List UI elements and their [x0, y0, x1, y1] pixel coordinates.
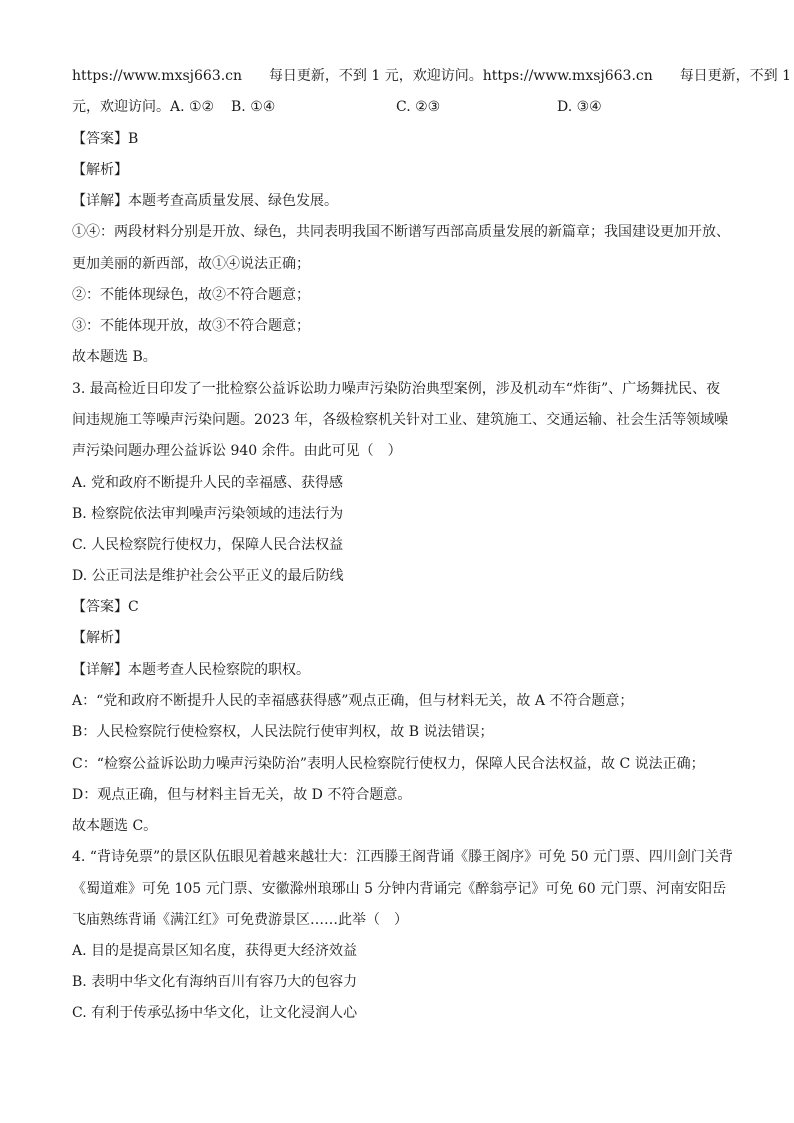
q4-stem-1: 4. “背诗免票”的景区队伍眼见着越来越壮大：江西滕王阁背诵《滕王阁序》可免 50 元门票、四川剑门关背: [72, 849, 733, 865]
source-notice: 每日更新，不到 1 元，欢迎访问。https://www.mxsj663.cn: [268, 68, 653, 84]
q3-stem-1: 3. 最高检近日印发了一批检察公益诉讼助力噪声污染防治典型案例，涉及机动车“炸街”、广场舞扰民、夜: [72, 381, 721, 397]
header-line-2: [72, 97, 214, 117]
option-d-prev: D. ③④: [557, 99, 602, 115]
option-a-prev: 元，欢迎访问。A. ①②: [72, 99, 215, 115]
q3-detail: 【详解】本题考查人民检察院的职权。: [72, 662, 310, 678]
q2-point-2: ②：不能体现绿色，故②不符合题意；: [72, 287, 310, 303]
q3-option-b: B. 检察院依法审判噪声污染领域的违法行为: [72, 506, 344, 522]
q3-analysis: 【解析】: [72, 630, 128, 646]
source-url: https://www.mxsj663.cn: [72, 68, 243, 84]
option-b-prev: B. ①④: [231, 99, 276, 115]
header-line-1: [72, 66, 791, 86]
q3-option-c: C. 人民检察院行使权力，保障人民合法权益: [72, 537, 344, 553]
q3-stem-3: 声污染问题办理公益诉讼 940 余件。由此可见（ ）: [72, 443, 402, 459]
source-notice-2: 每日更新，不到 1: [679, 68, 792, 84]
q2-point-1a: ①④：两段材料分别是开放、绿色，共同表明我国不断谱写西部高质量发展的新篇章；我国建设更加开放、: [72, 224, 730, 240]
q4-option-b: B. 表明中华文化有海纳百川有容乃大的包容力: [72, 974, 358, 990]
q2-detail: 【详解】本题考查高质量发展、绿色发展。: [72, 193, 338, 209]
q3-conclusion: 故本题选 C。: [72, 818, 158, 834]
q2-point-1b: 更加美丽的新西部，故①④说法正确；: [72, 256, 310, 272]
q3-stem-2: 间违规施工等噪声污染问题。2023 年，各级检察机关针对工业、建筑施工、交通运输、社会生活等领域噪: [72, 412, 729, 428]
q2-point-3: ③：不能体现开放，故③不符合题意；: [72, 318, 310, 334]
q3-explain-d: D：观点正确，但与材料主旨无关，故 D 不符合题意。: [72, 787, 412, 803]
option-c-prev: C. ②③: [396, 99, 441, 115]
q3-option-d: D. 公正司法是维护社会公平正义的最后防线: [72, 568, 344, 584]
q4-stem-3: 飞庙熟练背诵《满江红》可免费游景区……此举（ ）: [72, 912, 408, 928]
q4-option-c: C. 有利于传承弘扬中华文化，让文化浸润人心: [72, 1005, 358, 1021]
q4-option-a: A. 目的是提高景区知名度，获得更大经济效益: [72, 943, 358, 959]
q4-stem-2: 《蜀道难》可免 105 元门票、安徽滁州琅琊山 5 分钟内背诵完《醉翁亭记》可免 60 元门票、河南安阳岳: [72, 881, 727, 897]
q3-option-a: A. 党和政府不断提升人民的幸福感、获得感: [72, 475, 344, 491]
q2-conclusion: 故本题选 B。: [72, 349, 157, 365]
q2-analysis: 【解析】: [72, 162, 128, 178]
q3-explain-c: C：“检察公益诉讼助力噪声污染防治”表明人民检察院行使权力，保障人民合法权益，故 C 说法正确；: [72, 756, 705, 772]
q3-explain-b: B：人民检察院行使检察权，人民法院行使审判权，故 B 说法错误；: [72, 724, 494, 740]
q3-answer: 【答案】C: [72, 599, 139, 615]
q2-answer: 【答案】B: [72, 131, 139, 147]
q3-explain-a: A：“党和政府不断提升人民的幸福感获得感”观点正确，但与材料无关，故 A 不符合题意；: [72, 693, 634, 709]
